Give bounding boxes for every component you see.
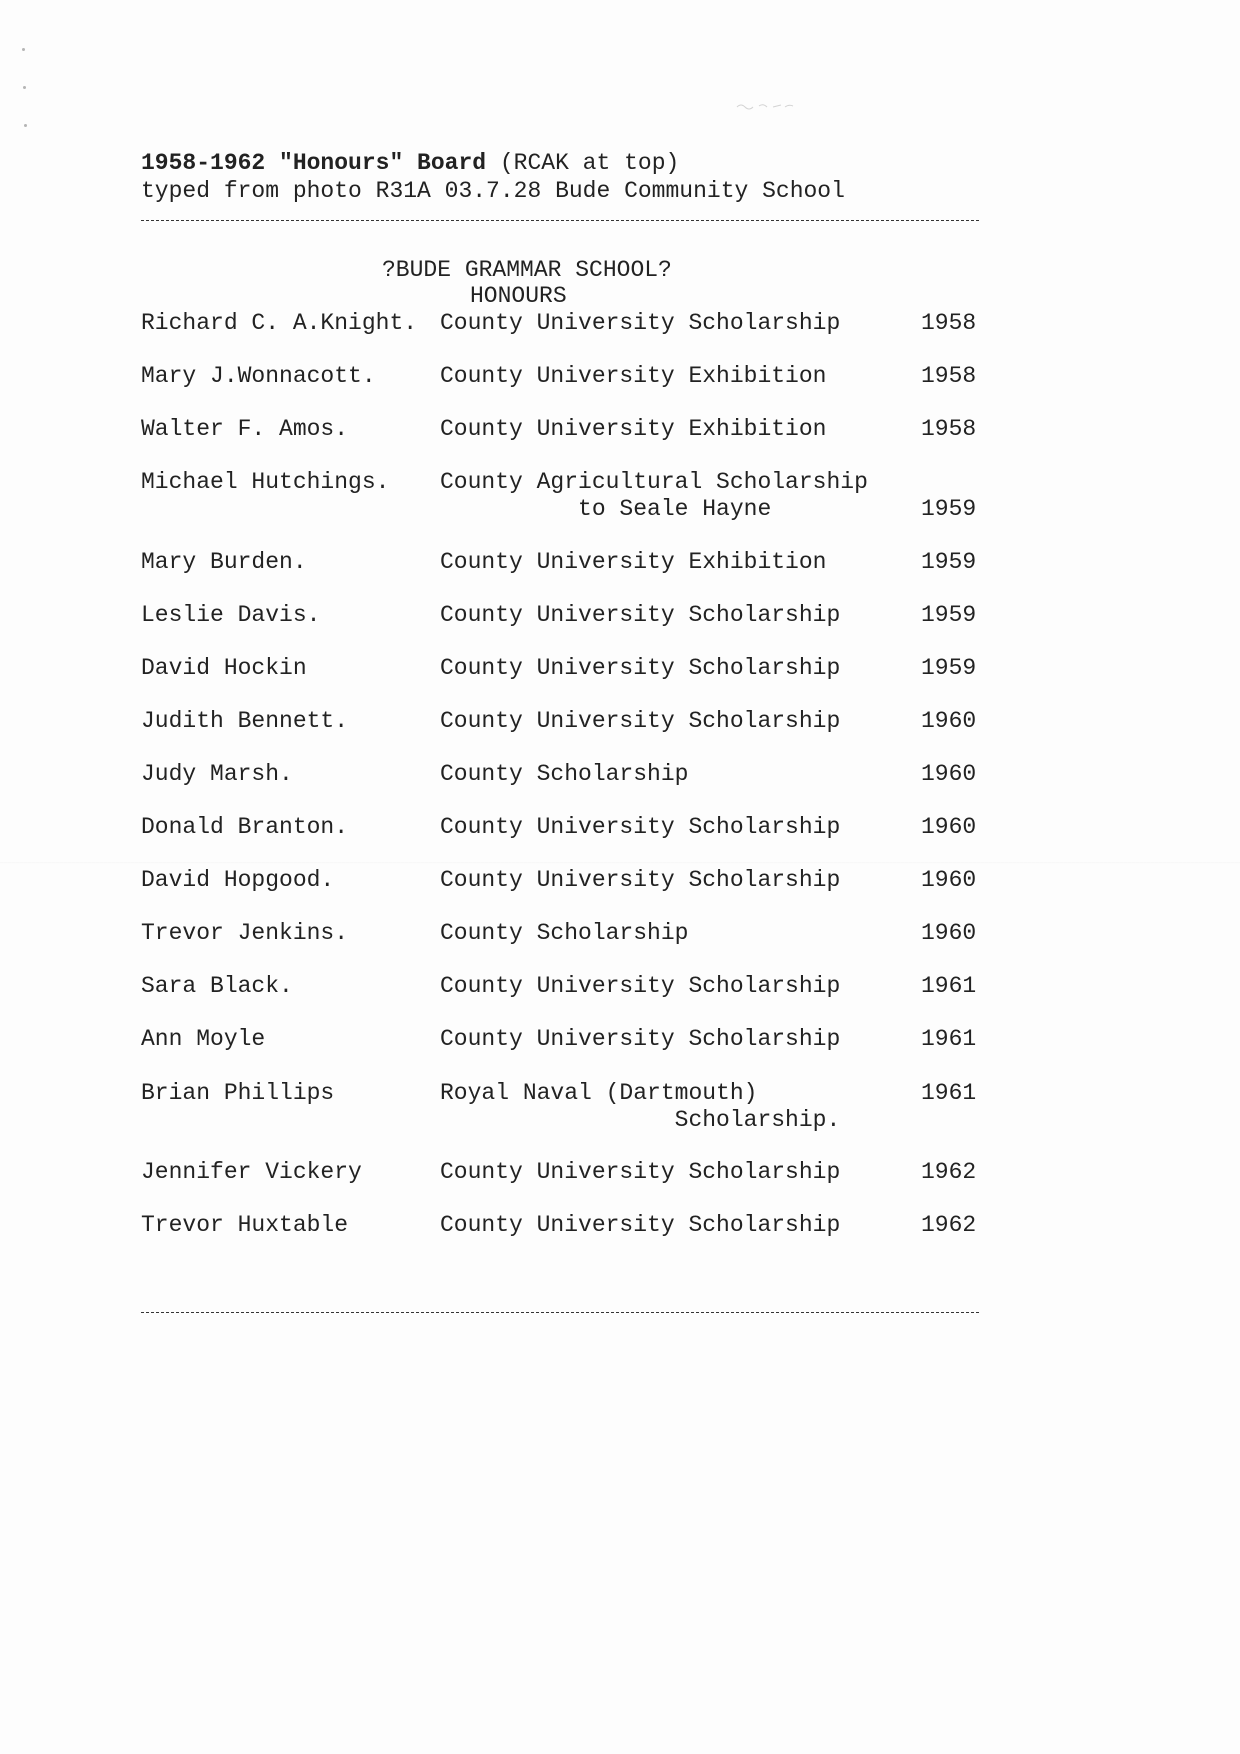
honours-year: 1962 (921, 1159, 977, 1185)
document-subtitle: typed from photo R31A 03.7.28 Bude Community School (141, 178, 845, 204)
honours-award: County University Scholarship (440, 708, 841, 734)
margin-speck (23, 86, 26, 89)
honours-award: County University Exhibition (440, 549, 827, 575)
honours-year: 1959 (921, 602, 977, 628)
honours-year: 1962 (921, 1212, 977, 1238)
honours-award: County Scholarship (440, 920, 689, 946)
document-title-bold: 1958-1962 "Honours" Board (141, 150, 487, 176)
honours-name: Jennifer Vickery (141, 1159, 362, 1185)
honours-year: 1959 (921, 496, 977, 522)
honours-name: Trevor Huxtable (141, 1212, 349, 1238)
margin-speck (24, 124, 27, 127)
honours-year: 1960 (921, 867, 977, 893)
honours-year: 1959 (921, 549, 977, 575)
paper-fold-line (0, 862, 1240, 864)
document-title (141, 150, 679, 176)
honours-name: Brian Phillips (141, 1080, 335, 1106)
honours-year: 1960 (921, 761, 977, 787)
honours-year: 1960 (921, 920, 977, 946)
margin-speck (22, 48, 25, 51)
honours-name: Richard C. A.Knight. (141, 310, 418, 336)
honours-name: Michael Hutchings. (141, 469, 390, 495)
honours-name: Ann Moyle (141, 1026, 266, 1052)
honours-name: Judith Bennett. (141, 708, 349, 734)
honours-year: 1958 (921, 310, 977, 336)
honours-heading: HONOURS (470, 283, 567, 309)
honours-name: David Hockin (141, 655, 307, 681)
school-name: ?BUDE GRAMMAR SCHOOL? (382, 257, 672, 283)
honours-award: County University Scholarship (440, 1212, 841, 1238)
honours-name: David Hopgood. (141, 867, 335, 893)
honours-award: County Scholarship (440, 761, 689, 787)
dashed-rule-top (141, 220, 979, 221)
honours-award: County University Scholarship (440, 310, 841, 336)
honours-name: Mary Burden. (141, 549, 307, 575)
honours-year: 1960 (921, 814, 977, 840)
honours-award: County University Scholarship (440, 867, 841, 893)
honours-award: County University Scholarship (440, 814, 841, 840)
honours-name: Donald Branton. (141, 814, 349, 840)
faint-pencil-mark (735, 102, 795, 110)
honours-award: Royal Naval (Dartmouth) Scholarship. (440, 1080, 841, 1133)
honours-year: 1959 (921, 655, 977, 681)
honours-year: 1960 (921, 708, 977, 734)
honours-name: Trevor Jenkins. (141, 920, 349, 946)
honours-award: County University Scholarship (440, 602, 841, 628)
honours-name: Judy Marsh. (141, 761, 293, 787)
document-title-rest: (RCAK at top) (486, 150, 680, 176)
honours-name: Leslie Davis. (141, 602, 321, 628)
honours-award: County University Exhibition (440, 416, 827, 442)
honours-year: 1958 (921, 416, 977, 442)
honours-year: 1958 (921, 363, 977, 389)
honours-name: Walter F. Amos. (141, 416, 349, 442)
honours-award: County University Scholarship (440, 1026, 841, 1052)
honours-award: County University Scholarship (440, 655, 841, 681)
honours-name: Sara Black. (141, 973, 293, 999)
honours-award: County Agricultural Scholarship to Seale Hayne (440, 469, 868, 522)
honours-award: County University Exhibition (440, 363, 827, 389)
dashed-rule-bottom (141, 1312, 979, 1313)
honours-year: 1961 (921, 1080, 977, 1106)
honours-year: 1961 (921, 1026, 977, 1052)
honours-award: County University Scholarship (440, 1159, 841, 1185)
honours-award: County University Scholarship (440, 973, 841, 999)
honours-name: Mary J.Wonnacott. (141, 363, 376, 389)
honours-year: 1961 (921, 973, 977, 999)
